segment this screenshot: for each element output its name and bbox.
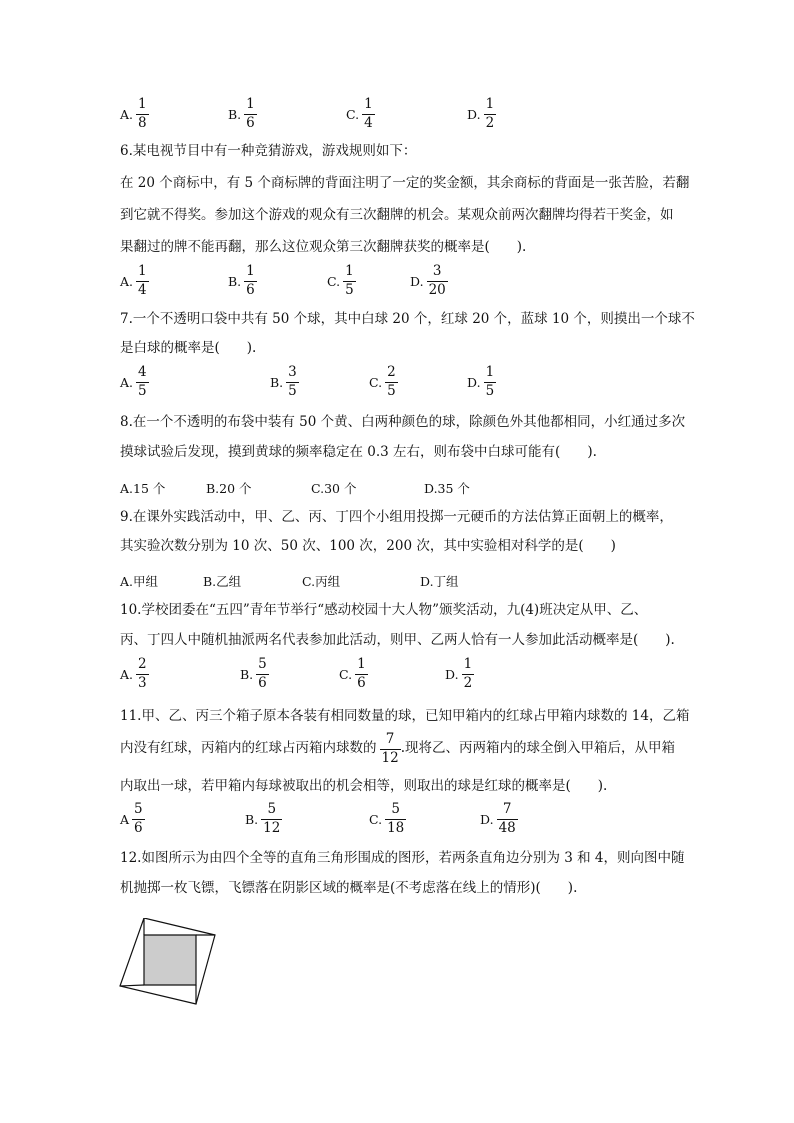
q7-option-c: [369, 366, 398, 398]
option-label: C.: [369, 374, 383, 390]
q6-option-d: [410, 265, 448, 297]
numerator: 1: [138, 96, 147, 112]
denominator: 4: [138, 281, 147, 298]
numerator: 1: [246, 96, 255, 112]
q7-stem-line: 7.一个不透明口袋中共有 50 个球，其中白球 20 个，红球 20 个，蓝球 10 个，则摸出一个球不: [120, 311, 695, 327]
option-label: A.: [120, 273, 134, 289]
option-label: A: [120, 811, 130, 827]
q12-pinwheel-figure: [118, 918, 218, 1008]
q10-stem-line: 丙、丁四人中随机抽派两名代表参加此活动，则甲、乙两人恰有一人参加此活动概率是( ).: [120, 632, 675, 648]
q9-option-c: C.丙组: [302, 574, 341, 589]
denominator: 4: [364, 114, 373, 131]
q8-option-c: C.30 个: [311, 481, 357, 496]
numerator: 3: [432, 263, 442, 279]
q12-stem-line: 机抛掷一枚飞镖，飞镖落在阴影区域的概率是(不考虑落在线上的情形)( ).: [120, 880, 578, 896]
numerator: 1: [485, 364, 495, 380]
q11-stem-text: 内没有红球，丙箱内的红球占丙箱内球数的: [120, 740, 377, 757]
fraction: [256, 658, 269, 690]
fraction: [136, 366, 149, 398]
option-label: B.: [228, 106, 242, 122]
fraction: [385, 366, 398, 398]
numerator: 1: [364, 96, 373, 112]
denominator: 5: [387, 382, 396, 399]
q11-stem-line: 内取出一球，若甲箱内每球被取出的机会相等，则取出的球是红球的概率是( ).: [120, 778, 608, 794]
q5-option-d: [467, 98, 496, 130]
q9-option-d: D.丁组: [420, 574, 459, 589]
q11-option-a: [120, 803, 145, 835]
denominator: 3: [138, 674, 147, 691]
denominator: 6: [258, 674, 267, 691]
fraction: [132, 803, 145, 835]
q5-option-c: [346, 98, 375, 130]
denominator: 48: [498, 819, 516, 836]
fraction: [244, 98, 257, 130]
option-label: A.: [120, 666, 134, 682]
numerator: 7: [502, 801, 512, 817]
denominator: 18: [387, 819, 405, 836]
q9-option-a: A.甲组: [120, 574, 159, 589]
numerator: 2: [387, 364, 396, 380]
q5-option-a: [120, 98, 149, 130]
fraction: [380, 733, 401, 765]
option-label: D.: [467, 374, 481, 390]
fraction: [261, 803, 282, 835]
option-label: A.: [120, 374, 134, 390]
q6-stem-line: 6.某电视节目中有一种竞猜游戏，游戏规则如下：: [120, 143, 417, 159]
q10-option-c: [339, 658, 368, 690]
fraction: [385, 803, 406, 835]
q7-option-b: [270, 366, 299, 398]
denominator: 5: [345, 281, 354, 298]
q9-stem-line: 9.在课外实践活动中，甲、乙、丙、丁四个小组用投掷一元硬币的方法估算正面朝上的概率，: [120, 509, 673, 525]
fraction: [497, 803, 518, 835]
denominator: 2: [485, 114, 495, 131]
fraction: [136, 98, 149, 130]
option-label: B.: [228, 273, 242, 289]
numerator: 7: [385, 731, 395, 747]
fraction: [484, 98, 497, 130]
q8-option-b: B.20 个: [206, 481, 252, 496]
q11-stem-text: .现将乙、丙两箱内的球全倒入甲箱后，从甲箱: [400, 740, 675, 757]
q11-stem-line: 11.甲、乙、丙三个箱子原本各装有相同数量的球，已知甲箱内的红球占甲箱内球数的 14，乙箱: [120, 708, 690, 724]
denominator: 12: [381, 749, 399, 766]
numerator: 1: [463, 656, 473, 672]
q10-option-d: [445, 658, 474, 690]
fraction: [355, 658, 368, 690]
option-label: D.: [410, 273, 424, 289]
denominator: 5: [288, 382, 297, 399]
q10-option-b: [240, 658, 269, 690]
option-label: D.: [480, 811, 494, 827]
fraction: [484, 366, 497, 398]
option-label: A.: [120, 106, 134, 122]
fraction: [244, 265, 257, 297]
fraction: [343, 265, 356, 297]
denominator: 6: [357, 674, 366, 691]
q10-stem-line: 10.学校团委在“五四”青年节举行“感动校园十大人物”颁奖活动，九(4)班决定从甲、乙、: [120, 602, 648, 618]
q8-stem-line: 摸球试验后发现，摸到黄球的频率稳定在 0.3 左右，则布袋中白球可能有( ).: [120, 444, 597, 460]
q7-option-d: [467, 366, 496, 398]
numerator: 1: [485, 96, 495, 112]
denominator: 8: [138, 114, 147, 131]
q6-stem-line: 在 20 个商标中，有 5 个商标牌的背面注明了一定的奖金额，其余商标的背面是一张苦脸，若翻: [120, 175, 690, 191]
q8-option-a: A.15 个: [120, 481, 166, 496]
denominator: 6: [246, 114, 255, 131]
q8-option-d: D.35 个: [424, 481, 470, 496]
numerator: 1: [138, 263, 147, 279]
q7-option-a: [120, 366, 149, 398]
fraction: [362, 98, 375, 130]
q5-option-b: [228, 98, 257, 130]
q6-stem-line: 果翻过的牌不能再翻，那么这位观众第三次翻牌获奖的概率是( ).: [120, 239, 527, 255]
fraction: [462, 658, 475, 690]
option-label: C.: [346, 106, 360, 122]
fraction: [427, 265, 448, 297]
q6-option-b: [228, 265, 257, 297]
option-label: C.: [339, 666, 353, 682]
fraction: [136, 265, 149, 297]
numerator: 1: [345, 263, 354, 279]
q11-option-b: [245, 803, 282, 835]
numerator: 2: [138, 656, 147, 672]
q9-stem-line: 其实验次数分别为 10 次、50 次、100 次，200 次，其中实验相对科学的是( ): [120, 538, 616, 554]
shaded-inner-square: [144, 935, 196, 985]
option-label: C.: [369, 811, 383, 827]
q6-stem-line: 到它就不得奖。参加这个游戏的观众有三次翻牌的机会。某观众前两次翻牌均得若干奖金，如: [120, 207, 674, 223]
option-label: D.: [445, 666, 459, 682]
q6-option-c: [327, 265, 356, 297]
q9-option-b: B.乙组: [203, 574, 242, 589]
numerator: 4: [138, 364, 147, 380]
q8-stem-line: 8.在一个不透明的布袋中装有 50 个黄、白两种颜色的球，除颜色外其他都相同，小红通过多次: [120, 414, 686, 430]
denominator: 12: [263, 819, 281, 836]
option-label: B.: [240, 666, 254, 682]
denominator: 5: [485, 382, 495, 399]
fraction: [286, 366, 299, 398]
denominator: 20: [428, 281, 446, 298]
fraction: [136, 658, 149, 690]
numerator: 3: [288, 364, 297, 380]
q6-option-a: [120, 265, 149, 297]
numerator: 5: [267, 801, 277, 817]
triangle-edge: [120, 985, 144, 986]
numerator: 1: [357, 656, 366, 672]
q11-option-d: [480, 803, 518, 835]
q11-stem-line-2: [120, 733, 675, 765]
numerator: 1: [246, 263, 255, 279]
denominator: 6: [134, 819, 143, 836]
numerator: 5: [258, 656, 267, 672]
denominator: 6: [246, 281, 255, 298]
option-label: C.: [327, 273, 341, 289]
option-label: D.: [467, 106, 481, 122]
denominator: 5: [138, 382, 147, 399]
q11-option-c: [369, 803, 406, 835]
denominator: 2: [463, 674, 473, 691]
option-label: B.: [245, 811, 259, 827]
option-label: B.: [270, 374, 284, 390]
q12-stem-line: 12.如图所示为由四个全等的直角三角形围成的图形，若两条直角边分别为 3 和 4，则向图中随: [120, 850, 685, 866]
numerator: 5: [134, 801, 143, 817]
q7-stem-line: 是白球的概率是( ).: [120, 340, 257, 356]
q10-option-a: [120, 658, 149, 690]
numerator: 5: [391, 801, 400, 817]
